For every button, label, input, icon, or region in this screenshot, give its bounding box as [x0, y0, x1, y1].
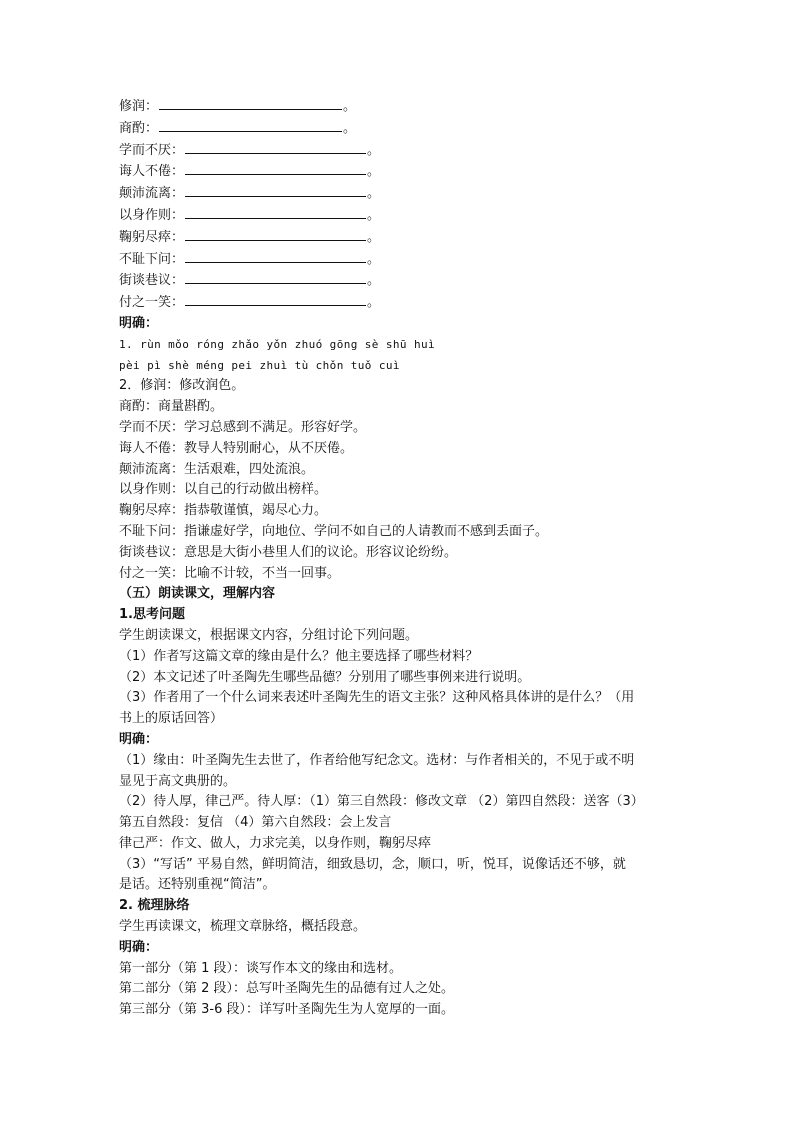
vocab-blank-item	[119, 118, 679, 140]
definition-item: 诲人不倦：教导人特别耐心，从不厌倦。	[119, 440, 354, 456]
answer-label: 明确：	[119, 315, 159, 331]
fill-in-blank	[185, 249, 366, 263]
answer-line: （2）待人厚，律己严。待人厚：（1）第三自然段：修改文章 （2）第四自然段：送客（3）	[119, 794, 644, 810]
fill-in-blank	[185, 183, 366, 197]
answer-line: 第五自然段：复信 （4）第六自然段：会上发言	[119, 815, 392, 831]
answer-label: 明确：	[119, 939, 159, 955]
vocab-blank-item	[119, 270, 679, 292]
fill-in-blank	[185, 227, 366, 241]
answer-line: 是话。还特别重视“简洁”。	[119, 877, 276, 893]
vocab-term: 修润：	[119, 99, 159, 114]
pinyin-line: 1. rùn mǒo róng zhǎo yǒn zhuó gōng sè shū huì	[119, 337, 436, 351]
subsection-heading: 1.思考问题	[119, 607, 185, 623]
vocab-blank-list	[119, 96, 679, 314]
answer-line: 律己严：作文、做人，力求完美，以身作则，鞠躬尽瘁	[119, 835, 432, 851]
period: 。	[343, 120, 357, 136]
fill-in-blank	[185, 205, 366, 219]
vocab-blank-item	[119, 292, 679, 314]
period: 。	[367, 207, 381, 223]
period: 。	[367, 295, 381, 311]
vocab-blank-item	[119, 96, 679, 118]
definition-list	[119, 376, 679, 584]
fill-in-blank	[185, 140, 366, 154]
vocab-term: 以身作则：	[119, 207, 185, 223]
definition-item: 颠沛流离：生活艰难，四处流浪。	[119, 461, 315, 477]
definition-item: 不耻下问：指谦虚好学，向地位、学问不如自己的人请教而不感到丢面子。	[119, 523, 549, 539]
vocab-blank-item	[119, 227, 679, 249]
answer-line: 显见于高文典册的。	[119, 773, 237, 789]
definition-item: 付之一笑：比喻不计较，不当一回事。	[119, 565, 341, 581]
section-heading: （五）朗读课文，理解内容	[119, 586, 276, 602]
question-item: 书上的原话回答）	[119, 711, 224, 727]
question-item: （1）作者写这篇文章的缘由是什么？他主要选择了哪些材料？	[119, 648, 479, 664]
definition-item: 商酌：商量斟酌。	[119, 399, 224, 415]
vocab-blank-item	[119, 161, 679, 183]
instruction-text: 学生再读课文，梳理文章脉络，概括段意。	[119, 919, 367, 935]
subsection-heading: 2. 梳理脉络	[119, 898, 190, 914]
period: 。	[367, 186, 381, 202]
answer-line: （3）“写话” 平易自然，鲜明简洁，细致恳切，念，顺口，听，悦耳，说像话还不够，就	[119, 856, 626, 872]
vocab-term: 不耻下问：	[119, 251, 185, 267]
definition-item: 以身作则：以自己的行动做出榜样。	[119, 482, 328, 498]
pinyin-line: pèi pì shè méng pei zhuì tù chǒn tuǒ cuì	[119, 358, 400, 372]
document-page	[119, 96, 679, 1021]
period: 。	[367, 273, 381, 289]
question-item: （3）作者用了一个什么词来表述叶圣陶先生的语文主张？这种风格具体讲的是什么？（用	[119, 690, 635, 706]
outline-part: 第三部分（第 3-6 段）：详写叶圣陶先生为人宽厚的一面。	[119, 1002, 454, 1018]
definition-item: 街谈巷议：意思是大街小巷里人们的议论。形容议论纷纷。	[119, 544, 458, 560]
answer-label: 明确：	[119, 731, 159, 747]
vocab-term: 学而不厌：	[119, 142, 185, 158]
outline-part: 第一部分（第 1 段）：谈写作本文的缘由和选材。	[119, 960, 403, 976]
fill-in-blank	[159, 96, 342, 110]
period: 。	[343, 99, 357, 114]
definition-item: 学而不厌：学习总感到不满足。形容好学。	[119, 419, 367, 435]
vocab-term: 付之一笑：	[119, 295, 185, 311]
vocab-term: 商酌：	[119, 120, 159, 136]
definition-item: 鞠躬尽瘁：指恭敬谨慎，竭尽心力。	[119, 503, 328, 519]
fill-in-blank	[185, 161, 366, 175]
vocab-blank-item	[119, 183, 679, 205]
definition-item: 2．修润：修改润色。	[119, 378, 245, 394]
period: 。	[367, 164, 381, 180]
vocab-term: 颠沛流离：	[119, 186, 185, 202]
fill-in-blank	[159, 118, 342, 132]
question-item: （2）本文记述了叶圣陶先生哪些品德？分别用了哪些事例来进行说明。	[119, 669, 531, 685]
period: 。	[367, 229, 381, 245]
period: 。	[367, 251, 381, 267]
vocab-term: 诲人不倦：	[119, 164, 185, 180]
period: 。	[367, 142, 381, 158]
vocab-term: 鞠躬尽瘁：	[119, 229, 185, 245]
vocab-blank-item	[119, 205, 679, 227]
instruction-text: 学生朗读课文，根据课文内容，分组讨论下列问题。	[119, 627, 419, 643]
outline-part: 第二部分（第 2 段）：总写叶圣陶先生的品德有过人之处。	[119, 981, 455, 997]
vocab-term: 街谈巷议：	[119, 273, 185, 289]
fill-in-blank	[185, 292, 366, 306]
answer-line: （1）缘由：叶圣陶先生去世了，作者给他写纪念文。选材：与作者相关的，不见于或不明	[119, 752, 635, 768]
vocab-blank-item	[119, 140, 679, 162]
fill-in-blank	[185, 270, 366, 284]
vocab-blank-item	[119, 249, 679, 271]
